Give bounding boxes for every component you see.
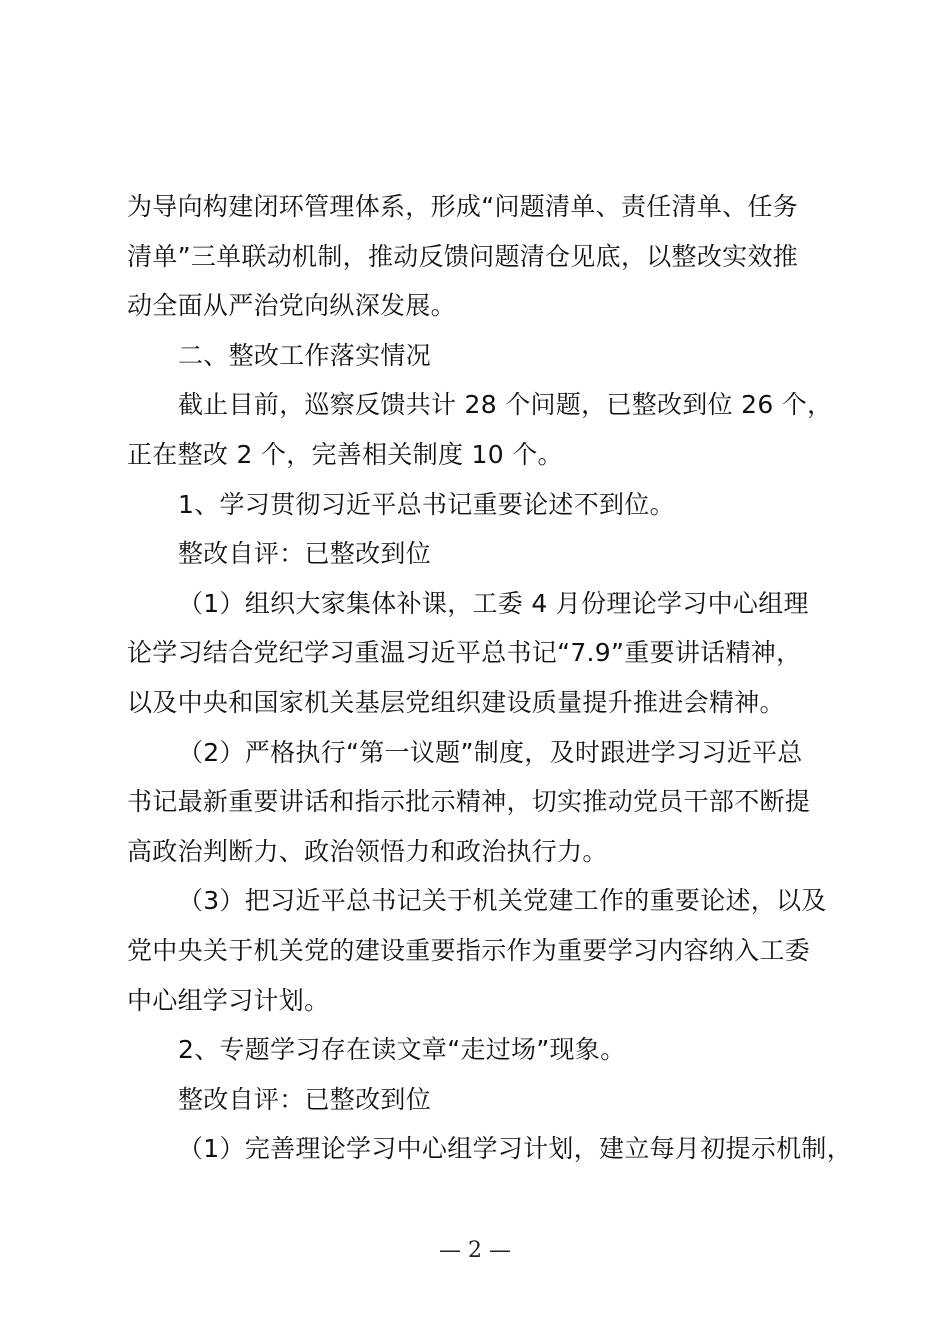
body-line: （3）把习近平总书记关于机关党建工作的重要论述，以及 (178, 886, 827, 916)
body-line: 中心组学习计划。 (127, 985, 330, 1015)
body-line: 正在整改 2 个，完善相关制度 10 个。 (127, 439, 563, 469)
body-line: 党中央关于机关党的建设重要指示作为重要学习内容纳入工委 (127, 935, 811, 965)
page-number: — 2 — (439, 1238, 511, 1263)
body-line: 高政治判断力、政治领悟力和政治执行力。 (127, 836, 608, 866)
body-line: 动全面从严治党向纵深发展。 (127, 291, 456, 321)
body-line: 以及中央和国家机关基层党组织建设质量提升推进会精神。 (127, 687, 785, 717)
document-body (127, 182, 853, 1174)
body-line: 为导向构建闭环管理体系，形成“问题清单、责任清单、任务 (127, 192, 799, 221)
body-line: 书记最新重要讲话和指示批示精神，切实推动党员干部不断提 (127, 787, 811, 817)
body-line: （1）组织大家集体补课，工委 4 月份理论学习中心组理 (178, 588, 809, 618)
item-heading: 1、学习贯彻习近平总书记重要论述不到位。 (178, 489, 675, 519)
body-line: 清单”三单联动机制，推动反馈问题清仓见底，以整改实效推 (127, 241, 799, 271)
self-assessment: 整改自评：已整改到位 (178, 539, 432, 569)
body-line: （1）完善理论学习中心组学习计划，建立每月初提示机制， (178, 1134, 853, 1164)
self-assessment: 整改自评：已整改到位 (178, 1084, 432, 1114)
item-heading: 2、专题学习存在读文章“走过场”现象。 (178, 1035, 626, 1065)
section-heading: 二、整改工作落实情况 (178, 340, 432, 370)
body-line: （2）严格执行“第一议题”制度，及时跟进学习习近平总 (178, 737, 803, 767)
body-line: 截止目前，巡察反馈共计 28 个问题，已整改到位 26 个， (178, 390, 833, 420)
body-line: 论学习结合党纪学习重温习近平总书记“7.9”重要讲话精神， (127, 638, 802, 668)
